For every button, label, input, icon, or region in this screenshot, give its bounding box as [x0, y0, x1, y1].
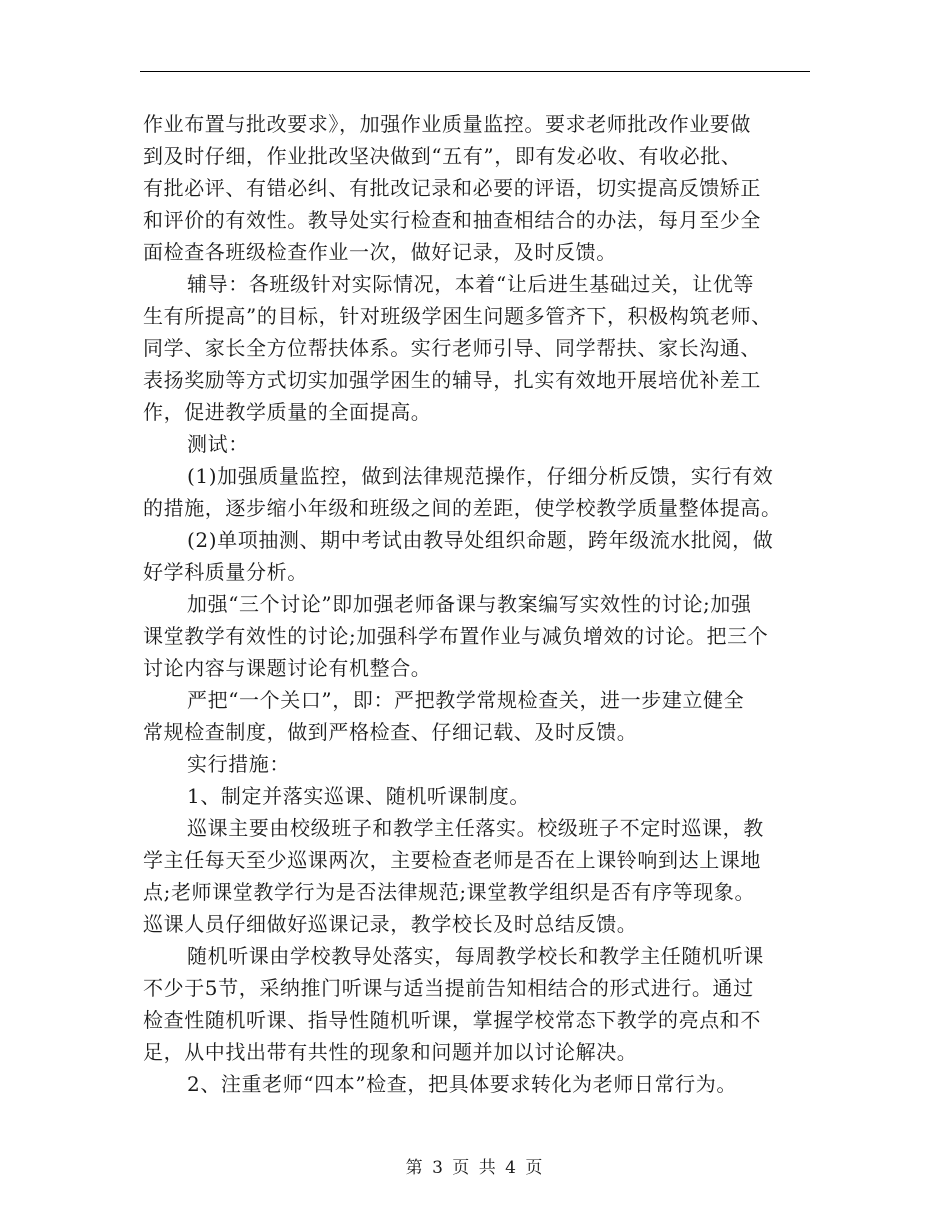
text-line: 不少于5节，采纳推门听课与适当提前告知相结合的形式进行。通过	[143, 976, 754, 1000]
text-line: 同学、家长全方位帮扶体系。实行老师引导、同学帮扶、家长沟通、	[143, 336, 761, 360]
text-line: 表扬奖励等方式切实加强学困生的辅导，扎实有效地开展培优补差工	[143, 368, 761, 392]
header-rule	[140, 71, 810, 72]
text-line: 严把“一个关口”，即：严把教学常规检查关，进一步建立健全	[187, 688, 745, 712]
text-line: 加强“三个讨论”即加强老师备课与教案编写实效性的讨论;加强	[187, 592, 752, 616]
text-line: 测试：	[187, 432, 249, 456]
text-line: 巡课人员仔细做好巡课记录，教学校长及时总结反馈。	[143, 912, 638, 936]
text-line: 生有所提高”的目标，针对班级学困生问题多管齐下，积极构筑老师、	[143, 304, 772, 328]
text-line: 巡课主要由校级班子和教学主任落实。校级班子不定时巡课，教	[187, 816, 764, 840]
text-line: 学主任每天至少巡课两次，主要检查老师是否在上课铃响到达上课地	[143, 848, 761, 872]
text-line: 辅导：各班级针对实际情况，本着“让后进生基础过关，让优等	[187, 272, 755, 296]
document-body	[143, 108, 810, 1100]
text-line: (2)单项抽测、期中考试由教导处组织命题，跨年级流水批阅，做	[187, 528, 774, 552]
text-line: 2、注重老师“四本”检查，把具体要求转化为老师日常行为。	[187, 1072, 737, 1096]
text-line: 实行措施：	[187, 752, 290, 776]
text-line: 面检查各班级检查作业一次，做好记录，及时反馈。	[143, 240, 617, 264]
text-line: 1、制定并落实巡课、随机听课制度。	[187, 784, 530, 808]
text-line: 和评价的有效性。教导处实行检查和抽查相结合的办法，每月至少全	[143, 208, 761, 232]
text-line: 点;老师课堂教学行为是否法律规范;课堂教学组织是否有序等现象。	[143, 880, 756, 904]
text-line: (1)加强质量监控，做到法律规范操作，仔细分析反馈，实行有效	[187, 464, 774, 488]
text-line: 作业布置与批改要求》，加强作业质量监控。要求老师批改作业要做	[143, 112, 751, 136]
text-line: 常规检查制度，做到严格检查、仔细记载、及时反馈。	[143, 720, 638, 744]
text-line: 有批必评、有错必纠、有批改记录和必要的评语，切实提高反馈矫正	[143, 176, 761, 200]
text-line: 课堂教学有效性的讨论;加强科学布置作业与减负增效的讨论。把三个	[143, 624, 769, 648]
text-line: 随机听课由学校教导处落实，每周教学校长和教学主任随机听课	[187, 944, 764, 968]
text-line: 讨论内容与课题讨论有机整合。	[143, 656, 432, 680]
text-line: 足，从中找出带有共性的现象和问题并加以讨论解决。	[143, 1040, 638, 1064]
text-line: 到及时仔细，作业批改坚决做到“五有”，即有发必收、有收必批、	[143, 144, 742, 168]
text-line: 的措施，逐步缩小年级和班级之间的差距，使学校教学质量整体提高。	[143, 496, 782, 520]
text-line: 作，促进教学质量的全面提高。	[143, 400, 432, 424]
page-number-footer: 第 3 页 共 4 页	[405, 1158, 545, 1178]
text-line: 好学科质量分析。	[143, 560, 308, 584]
text-line: 检查性随机听课、指导性随机听课，掌握学校常态下教学的亮点和不	[143, 1008, 761, 1032]
